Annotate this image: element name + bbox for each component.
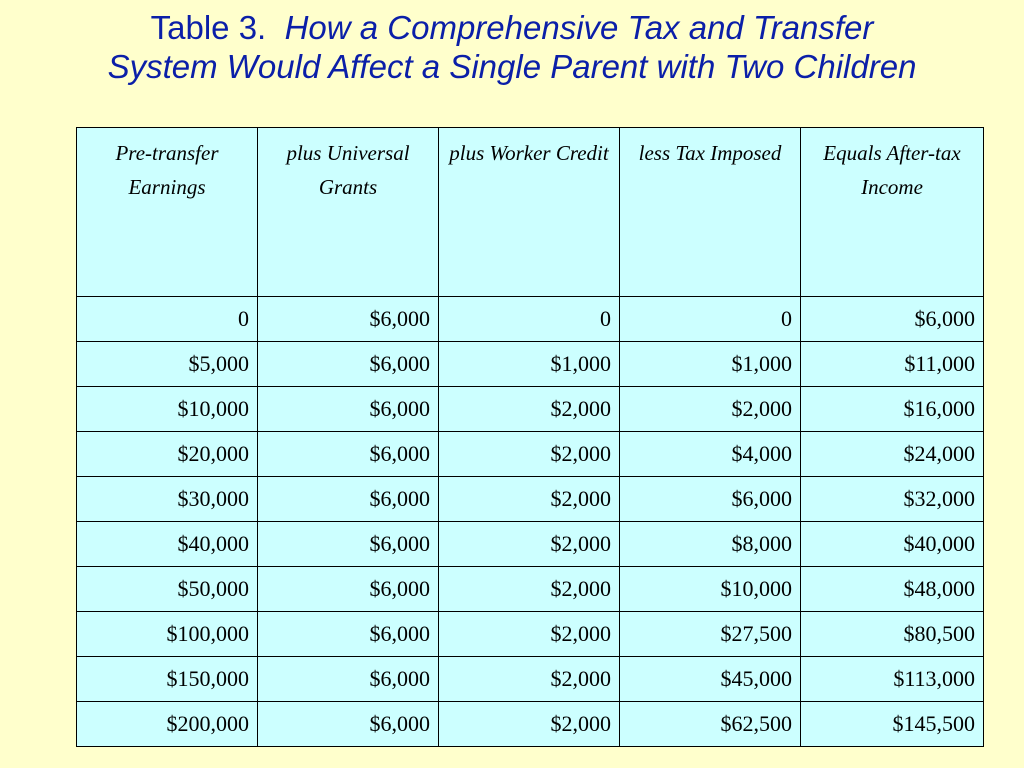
table-row	[77, 477, 984, 522]
cell-earnings: $100,000	[77, 612, 258, 657]
cell-tax: $10,000	[620, 567, 801, 612]
header-tax-imposed: less Tax Imposed	[620, 128, 801, 297]
cell-earnings: $40,000	[77, 522, 258, 567]
table-row	[77, 612, 984, 657]
header-after-tax-income: Equals After-tax Income	[801, 128, 984, 297]
cell-tax: $27,500	[620, 612, 801, 657]
cell-tax: 0	[620, 297, 801, 342]
title-line-1	[0, 8, 1024, 47]
cell-grants: $6,000	[258, 567, 439, 612]
table-row	[77, 297, 984, 342]
cell-tax: $2,000	[620, 387, 801, 432]
cell-after-tax: $6,000	[801, 297, 984, 342]
header-worker-credit: plus Worker Credit	[439, 128, 620, 297]
cell-after-tax: $32,000	[801, 477, 984, 522]
cell-worker-credit: $2,000	[439, 657, 620, 702]
cell-earnings: $5,000	[77, 342, 258, 387]
cell-grants: $6,000	[258, 657, 439, 702]
cell-grants: $6,000	[258, 612, 439, 657]
table-row	[77, 522, 984, 567]
cell-after-tax: $11,000	[801, 342, 984, 387]
cell-worker-credit: $2,000	[439, 477, 620, 522]
cell-worker-credit: $2,000	[439, 432, 620, 477]
cell-after-tax: $16,000	[801, 387, 984, 432]
cell-earnings: 0	[77, 297, 258, 342]
table-number-label: Table 3.	[150, 9, 267, 46]
cell-worker-credit: $1,000	[439, 342, 620, 387]
slide-title	[0, 8, 1024, 86]
table-row	[77, 567, 984, 612]
cell-after-tax: $80,500	[801, 612, 984, 657]
cell-worker-credit: $2,000	[439, 387, 620, 432]
header-row	[77, 128, 984, 297]
tax-transfer-table	[76, 127, 984, 747]
cell-earnings: $30,000	[77, 477, 258, 522]
cell-earnings: $200,000	[77, 702, 258, 747]
cell-worker-credit: 0	[439, 297, 620, 342]
cell-tax: $1,000	[620, 342, 801, 387]
cell-grants: $6,000	[258, 387, 439, 432]
table-row	[77, 342, 984, 387]
cell-tax: $4,000	[620, 432, 801, 477]
cell-after-tax: $48,000	[801, 567, 984, 612]
cell-grants: $6,000	[258, 432, 439, 477]
header-universal-grants: plus Universal Grants	[258, 128, 439, 297]
cell-after-tax: $40,000	[801, 522, 984, 567]
cell-worker-credit: $2,000	[439, 522, 620, 567]
cell-grants: $6,000	[258, 522, 439, 567]
cell-grants: $6,000	[258, 297, 439, 342]
cell-grants: $6,000	[258, 342, 439, 387]
cell-worker-credit: $2,000	[439, 702, 620, 747]
cell-earnings: $10,000	[77, 387, 258, 432]
cell-grants: $6,000	[258, 477, 439, 522]
cell-after-tax: $113,000	[801, 657, 984, 702]
cell-earnings: $50,000	[77, 567, 258, 612]
cell-worker-credit: $2,000	[439, 567, 620, 612]
table-row	[77, 657, 984, 702]
table-row	[77, 432, 984, 477]
table-row	[77, 702, 984, 747]
cell-after-tax: $24,000	[801, 432, 984, 477]
cell-grants: $6,000	[258, 702, 439, 747]
header-pre-transfer-earnings: Pre-transfer Earnings	[77, 128, 258, 297]
cell-earnings: $20,000	[77, 432, 258, 477]
cell-worker-credit: $2,000	[439, 612, 620, 657]
cell-after-tax: $145,500	[801, 702, 984, 747]
table-row	[77, 387, 984, 432]
cell-earnings: $150,000	[77, 657, 258, 702]
title-text-line-2: System Would Affect a Single Parent with Two Children	[107, 48, 917, 85]
title-text-line-1: How a Comprehensive Tax and Transfer	[284, 9, 874, 46]
cell-tax: $6,000	[620, 477, 801, 522]
cell-tax: $62,500	[620, 702, 801, 747]
cell-tax: $45,000	[620, 657, 801, 702]
cell-tax: $8,000	[620, 522, 801, 567]
